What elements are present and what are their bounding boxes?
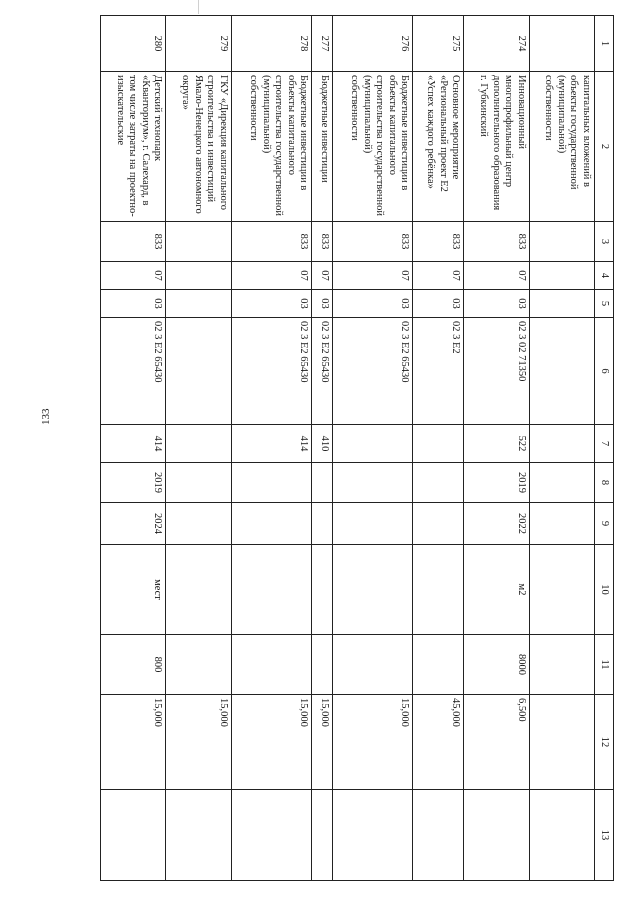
- table-cell: [166, 790, 231, 881]
- table-cell: 07: [101, 262, 167, 290]
- column-header: 8: [595, 463, 614, 503]
- table-cell: 274: [464, 16, 529, 72]
- table-cell: 276: [333, 16, 413, 72]
- scan-mark: [198, 0, 199, 14]
- table-cell: 800: [101, 635, 167, 695]
- table-cell: [413, 425, 464, 463]
- table-cell: 414: [101, 425, 167, 463]
- column-header: 7: [595, 425, 614, 463]
- budget-table-container: [100, 15, 614, 880]
- table-cell: 279: [166, 16, 231, 72]
- header-row: [595, 16, 614, 881]
- table-cell: [231, 503, 311, 545]
- table-cell: [231, 790, 311, 881]
- column-header: 13: [595, 790, 614, 881]
- table-row: [166, 16, 231, 881]
- table-cell: 03: [464, 290, 529, 318]
- column-header: 1: [595, 16, 614, 72]
- table-cell: 03: [312, 290, 333, 318]
- column-header: 11: [595, 635, 614, 695]
- table-cell: [413, 545, 464, 635]
- table-cell: [166, 222, 231, 262]
- table-cell: [333, 463, 413, 503]
- table-cell: 02 3 Е2: [413, 318, 464, 425]
- table-cell: [312, 463, 333, 503]
- column-header: 4: [595, 262, 614, 290]
- column-header: 9: [595, 503, 614, 545]
- table-cell: [166, 463, 231, 503]
- table-cell: 15,000: [312, 695, 333, 790]
- table-cell: [529, 16, 594, 72]
- table-cell: 277: [312, 16, 333, 72]
- table-cell: 410: [312, 425, 333, 463]
- table-cell: [529, 222, 594, 262]
- table-cell: 02 3 Е2 65430: [333, 318, 413, 425]
- table-cell: [333, 635, 413, 695]
- table-cell: 02 3 Е2 65430: [231, 318, 311, 425]
- table-cell: 07: [231, 262, 311, 290]
- table-cell: 15,000: [166, 695, 231, 790]
- table-row: [464, 16, 529, 881]
- table-cell: мест: [101, 545, 167, 635]
- table-cell: [231, 635, 311, 695]
- table-cell: Детский технопарк «Кванториум», г. Салехард, в том числе затраты на проектно-изыскательские: [101, 72, 167, 222]
- table-cell: [312, 545, 333, 635]
- table-cell: 2019: [464, 463, 529, 503]
- table-cell: 15,000: [333, 695, 413, 790]
- table-cell: [166, 262, 231, 290]
- table-cell: 280: [101, 16, 167, 72]
- table-cell: [333, 790, 413, 881]
- table-cell: 833: [333, 222, 413, 262]
- table-cell: Инновационный многопрофильный центр дополнительного образования г. Губкинский: [464, 72, 529, 222]
- table-cell: [312, 503, 333, 545]
- table-cell: ГКУ «Дирекция капитального строительства и инвестиций Ямало-Ненецкого автономного округа»: [166, 72, 231, 222]
- table-cell: 07: [413, 262, 464, 290]
- table-cell: [413, 790, 464, 881]
- table-cell: [413, 635, 464, 695]
- table-cell: [166, 635, 231, 695]
- table-cell: м2: [464, 545, 529, 635]
- table-cell: [166, 545, 231, 635]
- table-cell: [529, 262, 594, 290]
- table-cell: 833: [312, 222, 333, 262]
- table-cell: [529, 545, 594, 635]
- table-cell: [231, 463, 311, 503]
- table-cell: 07: [333, 262, 413, 290]
- table-row: [413, 16, 464, 881]
- table-cell: [312, 790, 333, 881]
- column-header: 2: [595, 72, 614, 222]
- table-cell: [464, 790, 529, 881]
- table-cell: 414: [231, 425, 311, 463]
- table-cell: 833: [464, 222, 529, 262]
- table-cell: 02 3 02 71350: [464, 318, 529, 425]
- table-cell: [529, 425, 594, 463]
- column-header: 12: [595, 695, 614, 790]
- column-header: 6: [595, 318, 614, 425]
- table-cell: [166, 290, 231, 318]
- table-cell: 03: [333, 290, 413, 318]
- table-cell: 2022: [464, 503, 529, 545]
- table-cell: 275: [413, 16, 464, 72]
- table-cell: [529, 503, 594, 545]
- table-cell: 833: [413, 222, 464, 262]
- table-cell: [529, 695, 594, 790]
- table-cell: [312, 635, 333, 695]
- table-cell: 522: [464, 425, 529, 463]
- table-cell: капитальных вложений в объекты государственной (муниципальной) собственности: [529, 72, 594, 222]
- column-header: 5: [595, 290, 614, 318]
- table-cell: 15,000: [101, 695, 167, 790]
- table-cell: [413, 463, 464, 503]
- table-cell: [529, 635, 594, 695]
- table-cell: [166, 503, 231, 545]
- table-cell: [333, 503, 413, 545]
- budget-table: [100, 15, 614, 881]
- table-cell: 833: [101, 222, 167, 262]
- page-number: 133: [40, 408, 52, 425]
- table-cell: 2024: [101, 503, 167, 545]
- table-cell: 03: [231, 290, 311, 318]
- table-cell: [166, 318, 231, 425]
- table-row: [333, 16, 413, 881]
- table-cell: Бюджетные инвестиции в объекты капитального строительства государственной (муниципальной) собственности: [333, 72, 413, 222]
- table-cell: [101, 790, 167, 881]
- table-cell: 833: [231, 222, 311, 262]
- table-cell: [333, 425, 413, 463]
- table-cell: 03: [413, 290, 464, 318]
- table-cell: 2019: [101, 463, 167, 503]
- table-cell: [529, 790, 594, 881]
- table-cell: [413, 503, 464, 545]
- table-cell: 02 3 Е2 65430: [101, 318, 167, 425]
- table-cell: 07: [464, 262, 529, 290]
- table-cell: [231, 545, 311, 635]
- column-header: 3: [595, 222, 614, 262]
- table-cell: 6,500: [464, 695, 529, 790]
- table-row: [101, 16, 167, 881]
- table-cell: 45,000: [413, 695, 464, 790]
- table-cell: [529, 318, 594, 425]
- table-row: [231, 16, 311, 881]
- table-cell: Бюджетные инвестиции: [312, 72, 333, 222]
- table-cell: [529, 463, 594, 503]
- table-row: [529, 16, 594, 881]
- table-cell: [166, 425, 231, 463]
- table-cell: 03: [101, 290, 167, 318]
- table-cell: 15,000: [231, 695, 311, 790]
- table-cell: 07: [312, 262, 333, 290]
- column-header: 10: [595, 545, 614, 635]
- table-cell: [333, 545, 413, 635]
- table-cell: Основное мероприятие «Региональный проект Е2 «Успех каждого ребёнка»: [413, 72, 464, 222]
- table-cell: Бюджетные инвестиции в объекты капитального строительства государственной (муниципальной) собственности: [231, 72, 311, 222]
- table-cell: 278: [231, 16, 311, 72]
- table-row: [312, 16, 333, 881]
- table-cell: 8000: [464, 635, 529, 695]
- table-cell: 02 3 Е2 65430: [312, 318, 333, 425]
- table-cell: [529, 290, 594, 318]
